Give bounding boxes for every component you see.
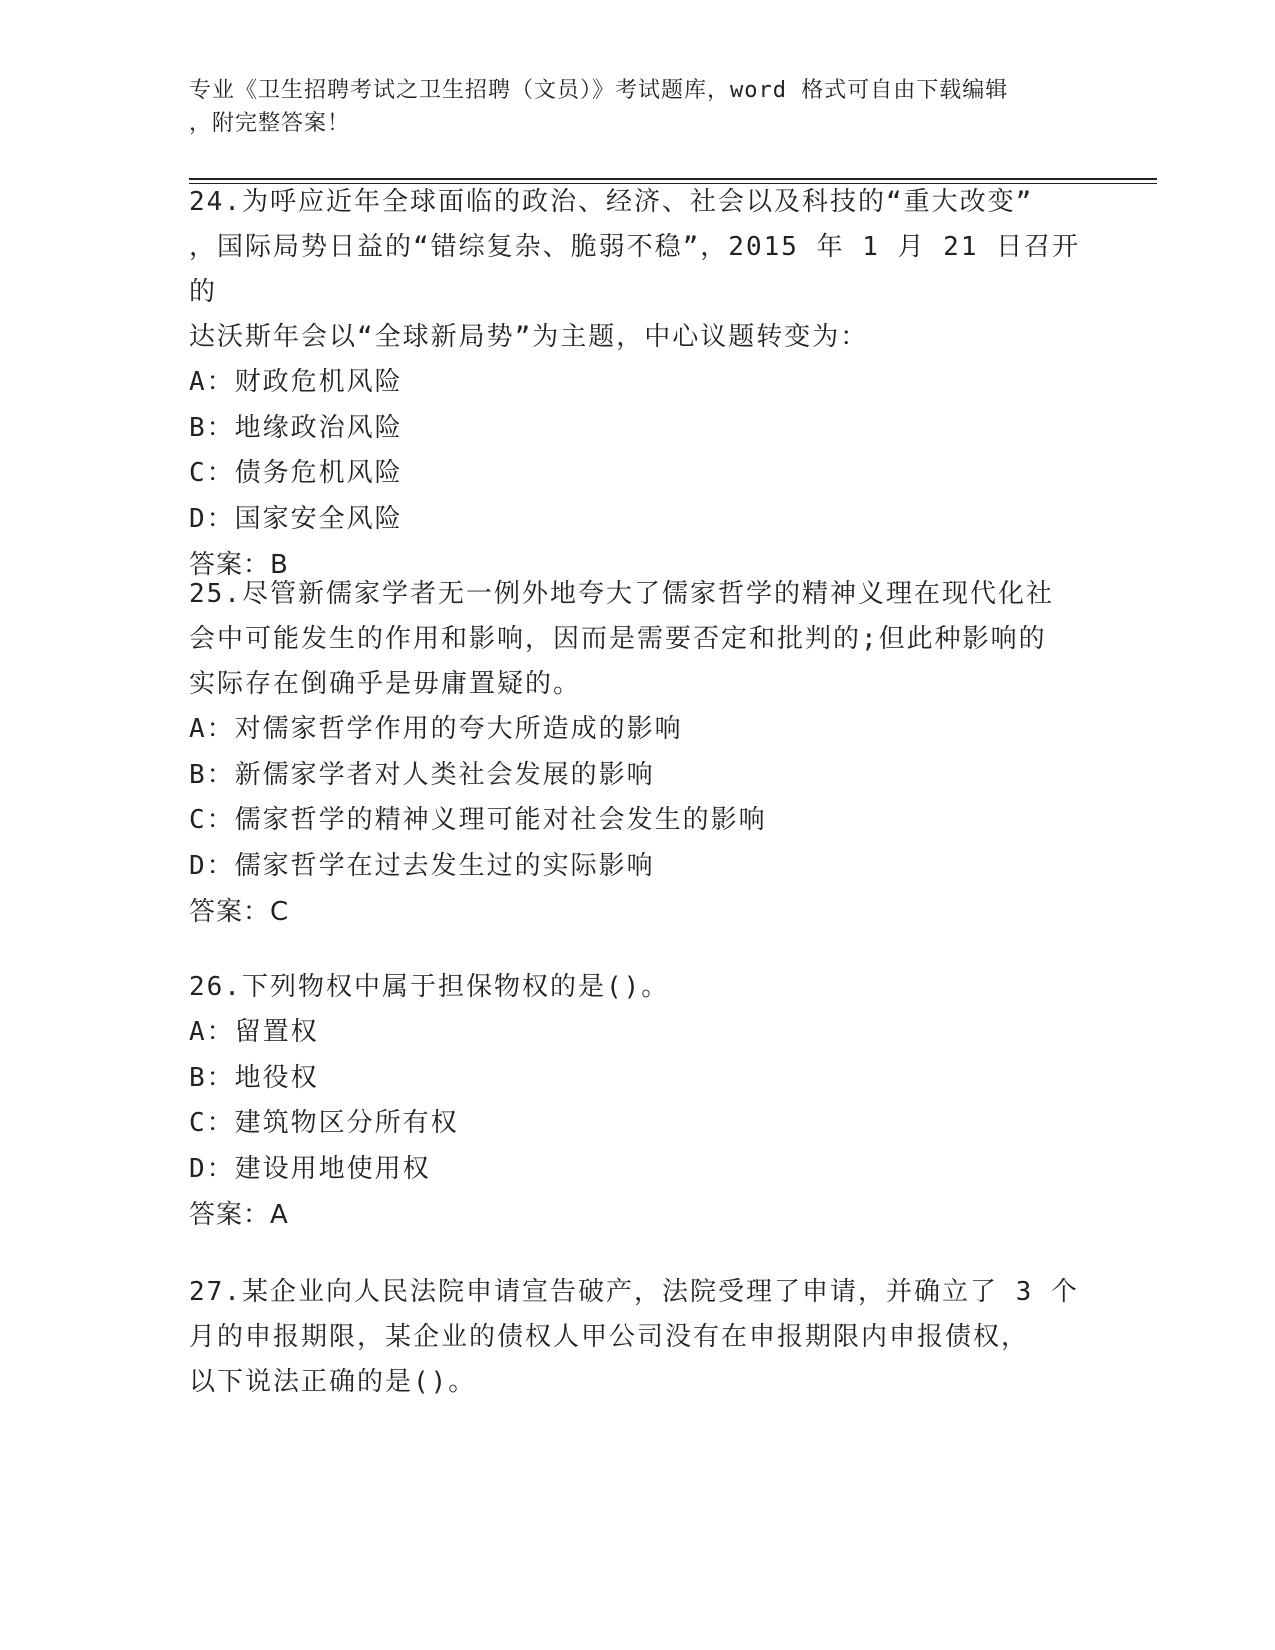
option-b: B：新儒家学者对人类社会发展的影响 (189, 759, 655, 790)
option-c: C：债务危机风险 (189, 458, 403, 488)
option-b: B：地缘政治风险 (189, 412, 403, 443)
stem-line: 26.下列物权中属于担保物权的是()。 (189, 972, 670, 1002)
stem-line: 25.尽管新儒家学者无一例外地夸大了儒家哲学的精神义理在现代化社 (189, 579, 1054, 609)
option-c: C：儒家哲学的精神义理可能对社会发生的影响 (189, 805, 767, 835)
question-27 (189, 1270, 1089, 1405)
option-a: A：财政危机风险 (189, 367, 403, 397)
option-d: D：建设用地使用权 (189, 1153, 431, 1184)
question-25 (189, 572, 1089, 935)
answer-line: 答案：C (189, 897, 290, 927)
question-stem (189, 1270, 1089, 1405)
stem-line: ，国际局势日益的“错综复杂、脆弱不稳”，2015 年 1 月 21 日召开的 (189, 232, 1081, 307)
option-c: C：建筑物区分所有权 (189, 1108, 459, 1138)
option-a: A：对儒家哲学作用的夸大所造成的影响 (189, 714, 683, 744)
option-d: D：国家安全风险 (189, 503, 403, 534)
stem-line: 实际存在倒确乎是毋庸置疑的。 (189, 669, 582, 699)
stem-line: 达沃斯年会以“全球新局势”为主题，中心议题转变为： (189, 322, 869, 352)
header-line-2: ，附完整答案！ (189, 111, 351, 136)
option-d: D：儒家哲学在过去发生过的实际影响 (189, 850, 655, 881)
option-b: B：地役权 (189, 1062, 319, 1093)
header-line-1: 专业《卫生招聘考试之卫生招聘（文员）》考试题库，word 格式可自由下载编辑 (189, 78, 1009, 103)
question-stem (189, 965, 1089, 1010)
question-stem (189, 572, 1089, 707)
answer-line: 答案：B (189, 550, 289, 580)
stem-line: 27.某企业向人民法院申请宣告破产，法院受理了申请，并确立了 3 个 (189, 1277, 1079, 1307)
document-header (189, 74, 1069, 140)
stem-line: 以下说法正确的是()。 (189, 1367, 477, 1397)
stem-line: 会中可能发生的作用和影响，因而是需要否定和批判的;但此种影响的 (189, 624, 1047, 654)
option-a: A：留置权 (189, 1017, 319, 1047)
question-26 (189, 965, 1089, 1238)
question-stem (189, 180, 1089, 360)
answer-line: 答案：A (189, 1200, 289, 1230)
stem-line: 24.为呼应近年全球面临的政治、经济、社会以及科技的“重大改变” (189, 187, 1034, 217)
question-24 (189, 180, 1089, 588)
stem-line: 月的申报期限，某企业的债权人甲公司没有在申报期限内申报债权， (189, 1322, 1030, 1352)
